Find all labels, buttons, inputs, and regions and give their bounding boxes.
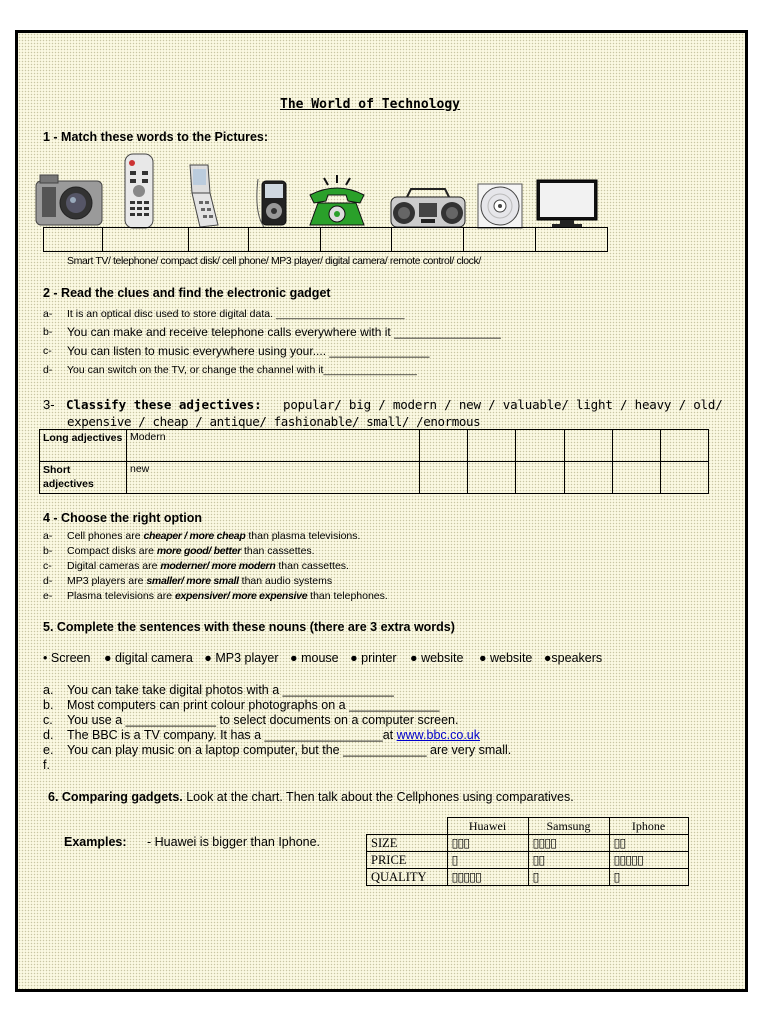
sentence-start: Cell phones are [67,530,144,542]
clue-d: You can switch on the TV, or change the channel with it________________ [67,364,417,376]
sentence-end: than cassettes. [241,545,315,557]
bullet: ● [290,651,302,665]
option-letter: d- [43,575,53,587]
sentence-start: Compact disks are [67,545,157,557]
comparison-table [366,817,689,886]
clue-a-letter: a- [43,308,53,320]
option-choice[interactable]: cheaper / more cheap [143,530,246,542]
bullet: • [43,651,51,665]
adjective-list-line-1: popular/ big / modern / new / valuable/ light / heavy / old/ [283,397,723,412]
option-sentence [67,575,332,587]
option-sentence [67,590,388,602]
section-1-heading: 1 - Match these words to the Pictures: [43,130,269,144]
rating-cell: ▯▯ [528,852,609,869]
clue-d-letter: d- [43,364,53,376]
mp3-player-picture [254,173,290,229]
smart-tv-picture [536,179,598,229]
clue-c: You can listen to music everywhere using your.... _______________ [67,344,430,358]
sentence-end: than telephones. [307,590,388,602]
table-row [367,818,689,835]
noun-item: mouse [301,651,339,665]
column-header: Samsung [528,818,609,835]
clue-a: It is an optical disc used to store digital data. ______________________ [67,308,405,320]
rating-cell: ▯▯▯▯ [528,835,609,852]
table-cell[interactable] [660,430,708,462]
bullet: ● [204,651,216,665]
bullet: ● [103,651,115,665]
table-corner [367,818,448,835]
clue-c-letter: c- [43,345,52,357]
sentence-letter: c. [43,713,53,727]
sentence-start: Digital cameras are [67,560,161,572]
adjective-list-line-2: expensive / cheap / antique/ fashionable/ small/ /enormous [67,414,481,429]
section-4-heading: 4 - Choose the right option [43,511,203,525]
table-cell[interactable] [564,430,612,462]
option-choice[interactable]: moderner/ more modern [160,560,276,572]
noun-item: Screen [50,651,91,665]
table-row [40,462,709,494]
matching-answer-boxes [43,227,608,252]
noun-item: digital camera [114,651,193,665]
sentence-end: than cassettes. [275,560,349,572]
noun-item: printer [361,651,397,665]
noun-item: website [489,651,533,665]
bullet: ● [410,651,422,665]
row-label-short: Short adjectives [40,462,127,494]
bullet: ● [543,651,552,665]
sentence-text: You can take take digital photos with a ________________ [67,683,394,697]
sentence-start: Plasma televisions are [67,590,175,602]
table-cell[interactable] [516,430,564,462]
rating-cell: ▯ [447,852,528,869]
row-label-long: Long adjectives [40,430,127,462]
noun-item: website [421,651,464,665]
fill-in-sentence [67,713,458,727]
option-letter: e- [43,590,53,602]
noun-list [43,651,602,665]
word-list: Smart TV/ telephone/ compact disk/ cell phone/ MP3 player/ digital camera/ remote control/ clock/ [67,255,481,267]
table-cell[interactable] [468,462,516,494]
remote-control-picture [122,153,156,229]
sentence-text: The BBC is a TV company. It has a _________________at [67,728,397,742]
section-6-text [48,790,574,804]
cell-phone-picture [184,163,222,229]
sentence-text: Most computers can print colour photographs on a _____________ [67,698,440,712]
sentence-letter: f. [43,758,50,772]
row-label: QUALITY [367,869,448,886]
table-cell[interactable] [660,462,708,494]
option-sentence [67,530,360,542]
fill-in-sentence [67,743,511,757]
section-2-heading: 2 - Read the clues and find the electronic gadget [43,286,331,300]
table-row [367,835,689,852]
table-cell[interactable] [420,462,468,494]
section-3-heading: Classify these adjectives: [66,397,262,412]
compact-disk-picture [477,183,523,229]
section-5-heading: 5. Complete the sentences with these nouns (there are 3 extra words) [43,620,455,634]
example-sentence: - Huawei is bigger than Iphone. [147,835,321,849]
answer-box[interactable] [103,228,189,251]
sentence-start: MP3 players are [67,575,147,587]
fill-in-sentence [67,728,480,742]
examples-label: Examples: [64,835,127,849]
answer-box[interactable] [392,228,464,251]
rating-cell: ▯ [609,869,688,886]
sentence-end: than plasma televisions. [245,530,361,542]
rating-cell: ▯▯ [609,835,688,852]
column-header: Iphone [609,818,688,835]
table-cell[interactable] [420,430,468,462]
rating-cell: ▯▯▯ [447,835,528,852]
sentence-text: You use a _____________ to select documents on a computer screen. [67,713,459,727]
fill-in-sentence [67,683,394,697]
section-3-number: 3- [43,397,55,412]
option-letter: b- [43,545,53,557]
radio-cassette-picture [389,187,467,229]
sentence-letter: a. [43,683,54,697]
option-choice[interactable]: more good/ better [156,545,242,557]
table-cell[interactable] [612,462,660,494]
picture-strip [34,151,594,229]
row-label: SIZE [367,835,448,852]
option-sentence [67,545,315,557]
sentence-letter: e. [43,743,54,757]
option-choice[interactable]: smaller/ more small [146,575,239,587]
noun-item: MP3 player [215,651,279,665]
rating-cell: ▯▯▯▯▯ [609,852,688,869]
answer-box[interactable] [321,228,392,251]
adjective-table [39,429,709,494]
table-cell[interactable]: new [127,462,420,494]
answer-box[interactable] [536,228,607,251]
sentence-end: than audio systems [238,575,333,587]
clue-b-letter: b- [43,326,53,338]
answer-box[interactable] [44,228,103,251]
row-label: PRICE [367,852,448,869]
answer-box[interactable] [189,228,249,251]
table-cell[interactable] [468,430,516,462]
digital-camera-picture [34,171,106,229]
sentence-letter: d. [43,728,54,742]
option-choice[interactable]: expensiver/ more expensive [174,590,308,602]
clue-b: You can make and receive telephone calls everywhere with it ________________ [67,325,501,339]
rating-cell: ▯ [528,869,609,886]
section-6-heading: 6. Comparing gadgets. [48,790,183,804]
sentence-letter: b. [43,698,54,712]
option-sentence [67,560,349,572]
column-header: Huawei [447,818,528,835]
fill-in-sentence [67,698,439,712]
table-cell[interactable]: Modern [127,430,420,462]
option-letter: c- [43,560,52,572]
table-row [367,869,689,886]
bullet: ● [350,651,362,665]
page-title: The World of Technology [280,97,461,112]
option-letter: a- [43,530,53,542]
answer-box[interactable] [249,228,321,251]
answer-box[interactable] [464,228,536,251]
worksheet [15,30,748,992]
telephone-picture [304,173,370,229]
bbc-website-link[interactable]: www.bbc.co.uk [396,728,480,742]
section-6-instruction: Look at the chart. Then talk about the Cellphones using comparatives. [182,790,574,804]
bullet: ● [478,651,490,665]
table-cell[interactable] [516,462,564,494]
sentence-text: You can play music on a laptop computer, but the ____________ are very small. [67,743,512,757]
table-row [367,852,689,869]
rating-cell: ▯▯▯▯▯ [447,869,528,886]
table-cell[interactable] [564,462,612,494]
table-cell[interactable] [612,430,660,462]
table-row [40,430,709,462]
noun-item: speakers [551,651,603,665]
